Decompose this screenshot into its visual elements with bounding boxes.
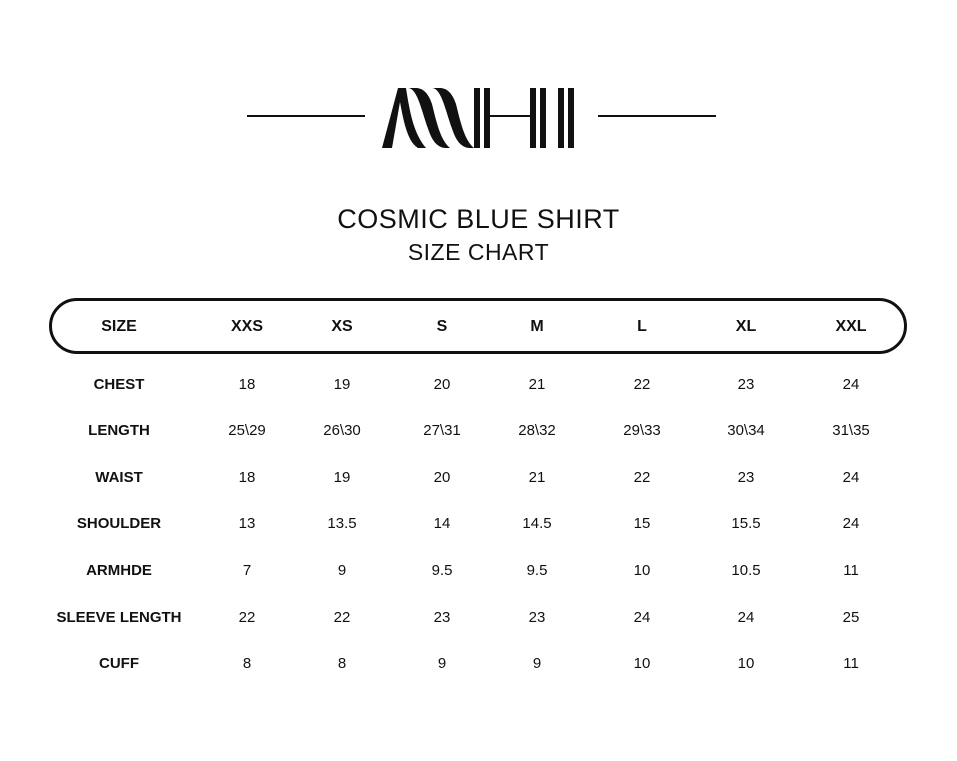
table-cell: 28\32 <box>518 422 556 439</box>
table-cell: 18 <box>238 469 256 486</box>
table-cell: 22 <box>633 376 651 393</box>
table-cell: 24 <box>633 609 651 626</box>
table-cell: 11 <box>843 562 859 579</box>
table-cell: 30\34 <box>727 422 765 439</box>
table-cell: 10 <box>633 562 651 579</box>
table-cell: 14 <box>433 515 451 532</box>
table-cell: 13.5 <box>327 515 357 532</box>
brand-logo <box>378 84 580 150</box>
table-cell: 24 <box>842 469 860 486</box>
table-cell: 22 <box>238 609 256 626</box>
table-cell: 25 <box>842 609 860 626</box>
table-cell: 7 <box>242 562 252 579</box>
table-cell: 23 <box>737 376 755 393</box>
table-cell: 18 <box>238 376 256 393</box>
table-cell: 20 <box>433 376 451 393</box>
row-label: CHEST <box>93 376 145 393</box>
table-cell: 21 <box>528 376 546 393</box>
table-cell: 22 <box>633 469 651 486</box>
table-cell: 9.5 <box>431 562 453 579</box>
table-cell: 11 <box>843 655 859 672</box>
table-cell: 23 <box>433 609 451 626</box>
table-cell: 24 <box>842 515 860 532</box>
header-size-xxl: XXL <box>835 318 867 335</box>
table-cell: 8 <box>337 655 347 672</box>
header-size-s: S <box>436 318 448 335</box>
right-divider <box>598 115 716 117</box>
header-size-xs: XS <box>331 318 353 335</box>
table-cell: 22 <box>333 609 351 626</box>
table-cell: 29\33 <box>623 422 661 439</box>
table-cell: 10.5 <box>731 562 761 579</box>
header-size-xxs: XXS <box>230 318 264 335</box>
table-cell: 8 <box>242 655 252 672</box>
table-cell: 10 <box>737 655 755 672</box>
table-cell: 27\31 <box>423 422 461 439</box>
table-cell: 9 <box>337 562 347 579</box>
header-size-l: L <box>637 318 647 335</box>
brand-header <box>0 84 957 150</box>
header-size-xl: XL <box>735 318 757 335</box>
table-cell: 10 <box>633 655 651 672</box>
table-cell: 21 <box>528 469 546 486</box>
table-cell: 13 <box>238 515 256 532</box>
table-cell: 14.5 <box>522 515 552 532</box>
table-cell: 20 <box>433 469 451 486</box>
table-cell: 9.5 <box>526 562 548 579</box>
row-label: ARMHDE <box>86 562 152 579</box>
table-cell: 15.5 <box>731 515 761 532</box>
table-cell: 19 <box>333 376 351 393</box>
row-label: CUFF <box>99 655 139 672</box>
left-divider <box>247 115 365 117</box>
table-cell: 26\30 <box>323 422 361 439</box>
table-cell: 31\35 <box>832 422 870 439</box>
row-label: SHOULDER <box>76 515 162 532</box>
table-cell: 23 <box>737 469 755 486</box>
row-label: LENGTH <box>88 422 150 439</box>
product-title: COSMIC BLUE SHIRT <box>337 204 620 234</box>
row-label: SLEEVE LENGTH <box>56 609 182 626</box>
chart-subtitle: SIZE CHART <box>407 239 550 265</box>
table-cell: 19 <box>333 469 351 486</box>
table-cell: 24 <box>737 609 755 626</box>
header-size-m: M <box>530 318 544 335</box>
table-cell: 15 <box>633 515 651 532</box>
table-cell: 9 <box>437 655 447 672</box>
table-cell: 23 <box>528 609 546 626</box>
header-size-label: SIZE <box>101 318 137 335</box>
table-cell: 24 <box>842 376 860 393</box>
table-cell: 9 <box>532 655 542 672</box>
table-cell: 25\29 <box>228 422 266 439</box>
row-label: WAIST <box>95 469 143 486</box>
size-header-row <box>49 298 907 354</box>
